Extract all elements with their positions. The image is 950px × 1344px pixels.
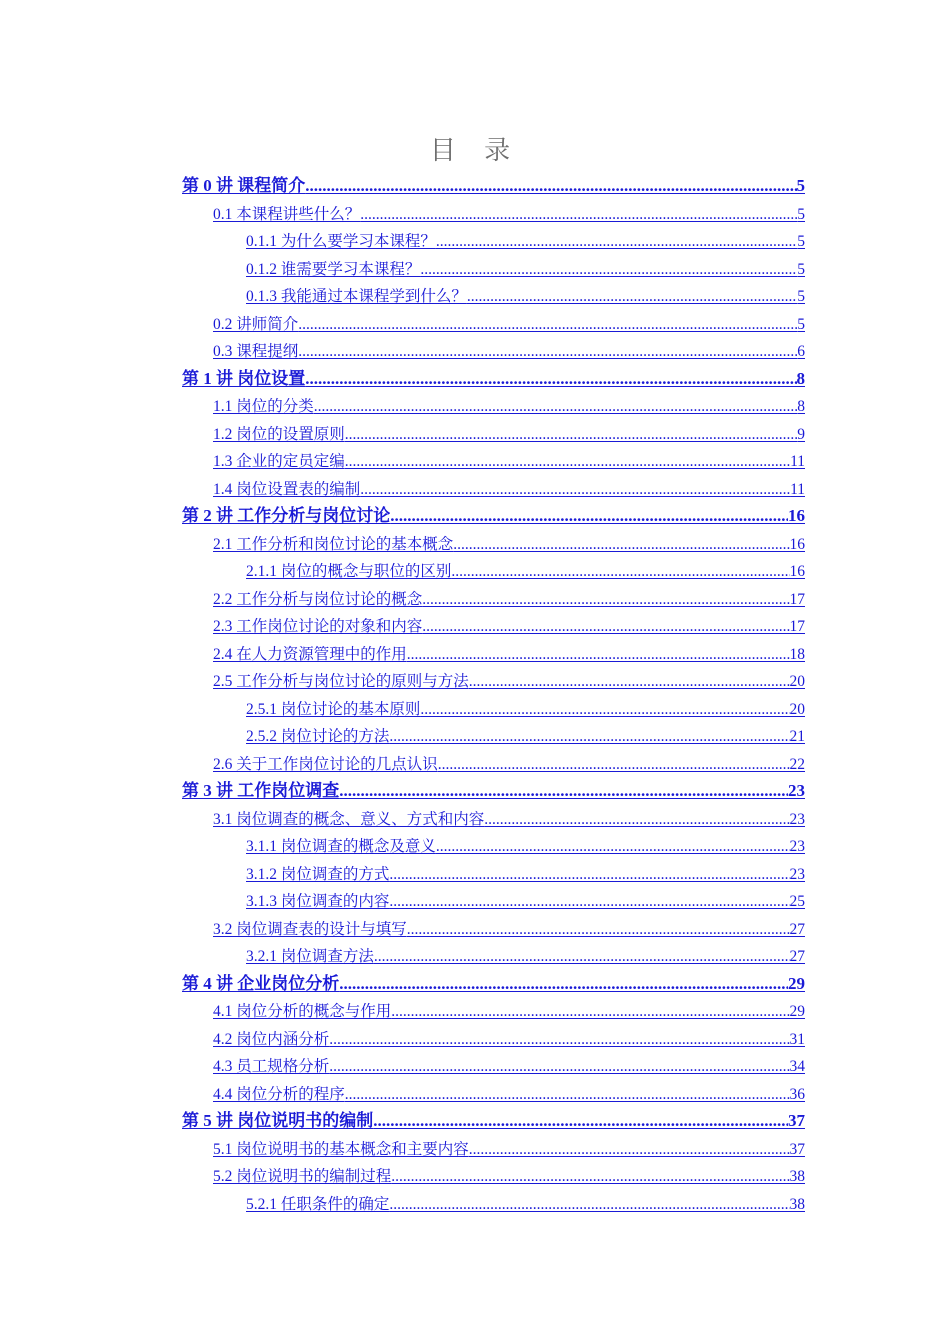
toc-dot-leader [451,563,789,581]
toc-dot-leader [329,1031,789,1049]
toc-dot-leader [420,701,789,719]
toc-entry-label: 0.1.3 我能通过本课程学到什么？ [246,288,467,305]
toc-entry-label: 1.4 岗位设置表的编制 [213,480,361,498]
toc-chapter-link[interactable] [182,777,805,801]
toc-entry-label: 2.6 关于工作岗位讨论的几点认识 [213,755,438,773]
toc-entry-label: 0.1 本课程讲些什么？ [213,205,361,223]
toc-section-link[interactable] [213,640,805,664]
toc-entry-label: 2.2 工作分析与岗位讨论的概念 [213,590,423,608]
toc-chapter-link[interactable] [182,970,805,994]
toc-entry-label: 5.2 岗位说明书的编制过程 [213,1168,392,1185]
toc-dot-leader [389,1196,789,1214]
toc-section-link[interactable] [213,750,805,774]
toc-dot-leader [469,1141,790,1159]
toc-subsection-link[interactable] [246,832,805,856]
toc-page-number: 21 [789,728,805,745]
toc-section-link[interactable] [213,475,805,499]
toc-entry-label: 2.4 在人力资源管理中的作用 [213,645,407,663]
toc-page-number: 25 [789,893,805,910]
toc-subsection-link[interactable] [246,942,805,966]
toc-dot-leader [453,536,789,554]
toc-section-link[interactable] [213,337,805,361]
toc-chapter-link[interactable] [182,172,805,196]
toc-page-number: 5 [797,315,805,333]
toc-dot-leader [339,781,788,801]
toc-section-link[interactable] [213,1052,805,1076]
toc-entry-label: 5.2.1 任职条件的确定 [246,1195,390,1213]
toc-dot-leader [391,1168,789,1186]
toc-entry-label: 4.2 岗位内涵分析 [213,1030,330,1048]
toc-entry-label: 第 3 讲 工作岗位调查 [182,781,340,800]
toc-entry-label: 5.1 岗位说明书的基本概念和主要内容 [213,1140,469,1158]
toc-page-number: 16 [788,506,805,525]
toc-section-link[interactable] [213,1080,805,1104]
toc-dot-leader [389,893,789,911]
toc-page-number: 23 [789,810,805,828]
toc-entry-label: 0.2 讲师简介 [213,315,299,333]
toc-entry-label: 1.1 岗位的分类 [213,398,314,415]
toc-subsection-link[interactable] [246,255,805,279]
toc-section-link[interactable] [213,1162,805,1186]
toc-subsection-link[interactable] [246,1190,805,1214]
toc-entry-label: 3.1.1 岗位调查的概念及意义 [246,838,436,855]
toc-subsection-link[interactable] [246,860,805,884]
toc-section-link[interactable] [213,667,805,691]
toc-section-link[interactable] [213,310,805,334]
toc-subsection-link[interactable] [246,557,805,581]
toc-page-number: 20 [789,700,805,718]
toc-subsection-link[interactable] [246,282,805,306]
toc-dot-leader [389,866,789,884]
toc-section-link[interactable] [213,1135,805,1159]
toc-dot-leader [407,921,790,939]
toc-dot-leader [422,618,789,636]
toc-entry-label: 第 1 讲 岗位设置 [182,368,306,388]
toc-section-link[interactable] [213,200,805,224]
toc-dot-leader [407,646,790,664]
toc-page-number: 38 [789,1195,805,1213]
toc-entry-label: 3.1.3 岗位调查的内容 [246,893,390,910]
toc-page-number: 20 [789,673,805,690]
toc-dot-leader [420,261,797,279]
toc-page-number: 11 [790,480,805,498]
toc-dot-leader [305,369,796,389]
toc-dot-leader [389,728,789,746]
toc-page-number: 23 [788,781,805,800]
toc-entry-label: 第 0 讲 课程简介 [182,176,306,195]
toc-dot-leader [345,453,790,471]
toc-page-number: 37 [788,1111,805,1130]
toc-entry-label: 2.1.1 岗位的概念与职位的区别 [246,563,452,580]
toc-page-number: 23 [789,865,805,883]
toc-subsection-link[interactable] [246,227,805,251]
toc-section-link[interactable] [213,420,805,444]
toc-page-number: 29 [789,1003,805,1020]
toc-page-number: 16 [789,535,805,553]
toc-page-number: 8 [796,368,805,388]
toc-page-number: 5 [797,233,805,250]
toc-section-link[interactable] [213,1025,805,1049]
toc-entry-label: 0.1.1 为什么要学习本课程？ [246,233,436,250]
toc-chapter-link[interactable] [182,1107,805,1131]
toc-page-number: 5 [797,205,805,223]
toc-dot-leader [298,316,797,334]
toc-chapter-link[interactable] [182,365,805,389]
toc-section-link[interactable] [213,915,805,939]
toc-dot-leader [436,233,797,251]
toc-dot-leader [390,506,788,526]
toc-entry-label: 2.5.2 岗位讨论的方法 [246,728,390,745]
toc-page-number: 18 [789,645,805,663]
toc-entry-label: 0.3 课程提纲 [213,343,299,360]
toc-title: 目 录 [429,136,521,166]
toc-entry-label: 4.1 岗位分析的概念与作用 [213,1003,392,1020]
toc-subsection-link[interactable] [246,722,805,746]
toc-page-number: 9 [797,425,805,443]
toc-dot-leader [298,343,797,361]
toc-dot-leader [360,206,797,224]
toc-page-number: 6 [797,343,805,360]
toc-page-number: 5 [797,260,805,278]
toc-dot-leader [305,176,796,196]
toc-page-number: 31 [789,1030,805,1048]
toc-page-number: 17 [789,618,805,635]
toc-page-number: 8 [797,398,805,415]
toc-page-number: 27 [789,948,805,965]
toc-entry-label: 4.3 员工规格分析 [213,1058,330,1075]
toc-dot-leader [484,811,789,829]
toc-section-link[interactable] [213,447,805,471]
toc-page-number: 36 [789,1085,805,1103]
toc-entry-label: 3.1 岗位调查的概念、意义、方式和内容 [213,810,485,828]
toc-dot-leader [391,1003,789,1021]
toc-section-link[interactable] [213,805,805,829]
toc-page-number: 22 [789,755,805,773]
toc-page-number: 38 [789,1168,805,1185]
toc-dot-leader [436,838,790,856]
toc-section-link[interactable] [213,392,805,416]
toc-dot-leader [345,1086,790,1104]
toc-page-number: 5 [796,176,805,195]
toc-section-link[interactable] [213,530,805,554]
toc-dot-leader [329,1058,789,1076]
toc-dot-leader [374,948,790,966]
toc-dot-leader [360,481,790,499]
toc-entry-label: 3.2 岗位调查表的设计与填写 [213,920,407,938]
toc-subsection-link[interactable] [246,887,805,911]
toc-dot-leader [339,974,788,994]
toc-entry-label: 第 2 讲 工作分析与岗位讨论 [182,506,391,525]
toc-page-number: 27 [789,920,805,938]
toc-section-link[interactable] [213,585,805,609]
toc-dot-leader [345,426,797,444]
toc-entry-label: 2.5 工作分析与岗位讨论的原则与方法 [213,673,469,690]
toc-entry-label: 1.2 岗位的设置原则 [213,425,345,443]
toc-page-number: 37 [789,1140,805,1158]
toc-section-link[interactable] [213,612,805,636]
toc-entry-label: 第 5 讲 岗位说明书的编制 [182,1111,374,1130]
toc-dot-leader [314,398,797,416]
toc-entry-label: 第 4 讲 企业岗位分析 [182,973,340,993]
toc-page-number: 23 [789,838,805,855]
toc-subsection-link[interactable] [246,695,805,719]
toc-page-number: 29 [788,973,805,993]
toc-entry-label: 3.1.2 岗位调查的方式 [246,865,390,883]
toc-dot-leader [467,288,797,306]
toc-entry-label: 2.5.1 岗位讨论的基本原则 [246,700,421,718]
toc-section-link[interactable] [213,997,805,1021]
toc-page-number: 34 [789,1058,805,1075]
toc-page-number: 5 [797,288,805,305]
toc-entry-label: 2.1 工作分析和岗位讨论的基本概念 [213,535,454,553]
toc-entry-label: 2.3 工作岗位讨论的对象和内容 [213,618,423,635]
toc-entry-label: 0.1.2 谁需要学习本课程？ [246,260,421,278]
toc-entry-label: 1.3 企业的定员定编 [213,453,345,470]
toc-page-number: 16 [789,563,805,580]
toc-chapter-link[interactable] [182,502,805,526]
toc-entry-label: 3.2.1 岗位调查方法 [246,948,374,965]
toc-dot-leader [422,591,789,609]
toc-page-number: 17 [789,590,805,608]
toc-dot-leader [469,673,790,691]
toc-dot-leader [373,1111,788,1131]
toc-dot-leader [438,756,790,774]
toc-entry-label: 4.4 岗位分析的程序 [213,1085,345,1103]
toc-page-number: 11 [790,453,805,470]
